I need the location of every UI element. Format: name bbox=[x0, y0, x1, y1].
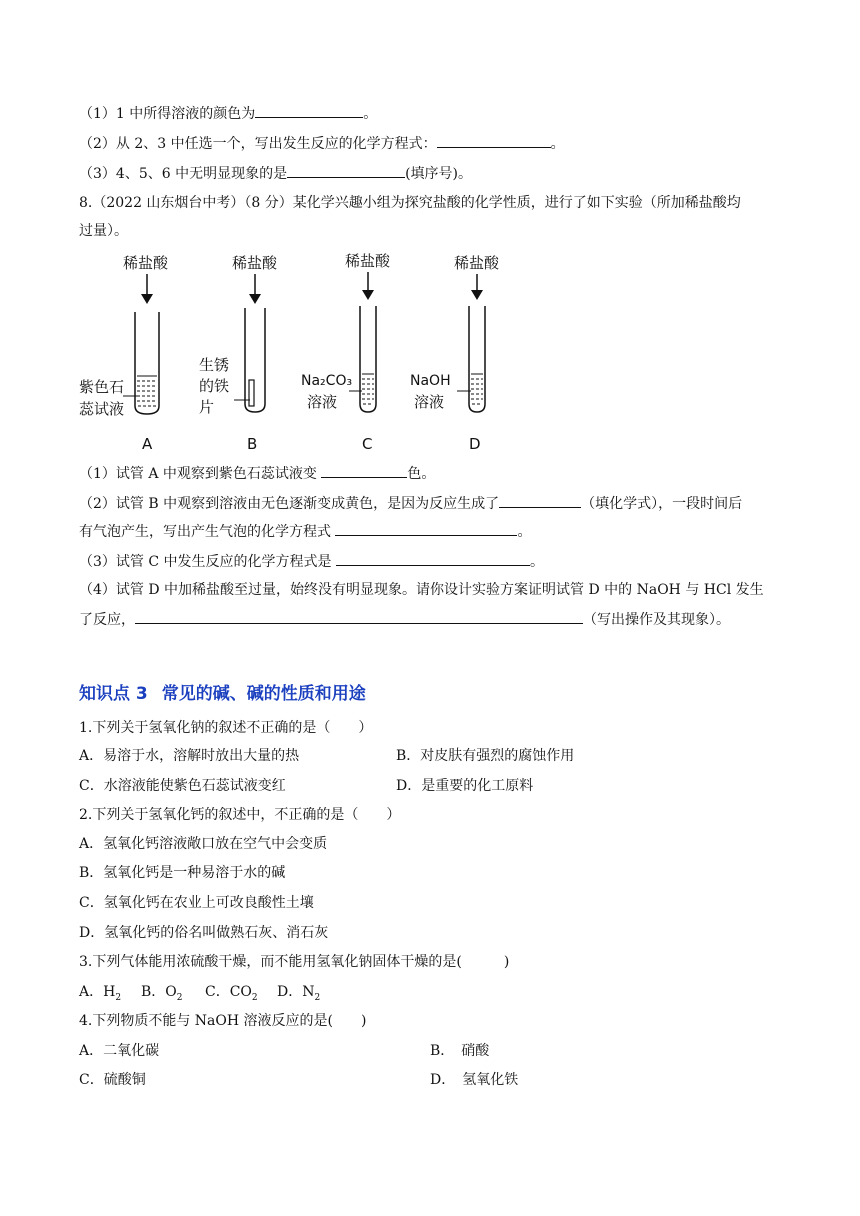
answer-blank[interactable] bbox=[336, 551, 530, 566]
answer-blank[interactable] bbox=[255, 103, 363, 118]
q1-option-a[interactable]: A．易溶于水，溶解时放出大量的热 bbox=[79, 748, 300, 764]
q1-option-b[interactable]: B．对皮肤有强烈的腐蚀作用 bbox=[396, 748, 575, 764]
q8-sub2: （2）试管 B 中观察到溶液由无色逐渐变成黄色，是因为反应生成了 （填化学式），一段时间后 bbox=[79, 493, 742, 514]
q3-option-a[interactable]: A．$H_2$ bbox=[79, 984, 122, 1003]
arrow-head-icon bbox=[249, 294, 261, 304]
q1-option-d[interactable]: D．是重要的化工原料 bbox=[396, 778, 534, 794]
answer-blank[interactable] bbox=[135, 609, 583, 624]
q4-option-a[interactable]: A．二氧化碳 bbox=[79, 1043, 160, 1059]
q7-sub2: （2）从 2、3 中任选一个，写出发生反应的化学方程式： 。 bbox=[79, 133, 565, 154]
liquid-hatch-icon bbox=[137, 376, 157, 406]
arrow-head-icon bbox=[362, 290, 374, 300]
q7-sub3: （3）4、5、6 中无明显现象的是 (填序号)。 bbox=[79, 163, 472, 184]
tube-b-label-1: 生锈 bbox=[199, 356, 230, 374]
liquid-hatch-icon bbox=[471, 374, 483, 404]
q2-option-a[interactable]: A．氢氧化钙溶液敞口放在空气中会变质 bbox=[79, 836, 328, 852]
test-tube-icon bbox=[469, 306, 485, 412]
tube-a-label-2: 蕊试液 bbox=[79, 400, 125, 418]
answer-blank[interactable] bbox=[321, 463, 407, 478]
tube-b-label-2: 的铁 bbox=[199, 377, 230, 395]
answer-blank[interactable] bbox=[335, 521, 517, 536]
tube-c bbox=[301, 252, 391, 453]
tube-a-label-1: 紫色石 bbox=[79, 378, 125, 396]
liquid-hatch-icon bbox=[362, 374, 374, 404]
answer-blank[interactable] bbox=[499, 493, 581, 508]
answer-blank[interactable] bbox=[437, 133, 551, 148]
q3-option-d[interactable]: D．$N_2$ bbox=[277, 984, 321, 1003]
q4-option-d[interactable]: D． 氢氧化铁 bbox=[430, 1072, 519, 1088]
arrow-head-icon bbox=[471, 290, 483, 300]
q8-sub4: （4）试管 D 中加稀盐酸至过量，始终没有明显现象。请你设计实验方案证明试管 D 中的 NaOH 与 HCl 发生 bbox=[79, 582, 764, 598]
experiment-figure bbox=[79, 250, 519, 455]
q8-sub1: （1）试管 A 中观察到紫色石蕊试液变 色。 bbox=[79, 463, 435, 484]
test-tube-icon bbox=[245, 308, 265, 412]
q2-option-d[interactable]: D．氢氧化钙的俗名叫做熟石灰、消石灰 bbox=[79, 925, 329, 941]
tube-a bbox=[79, 254, 169, 453]
q8-sub4-line2: 了反应， （写出操作及其现象）。 bbox=[79, 609, 730, 630]
q3-option-c[interactable]: C．$CO_2$ bbox=[205, 984, 258, 1003]
tube-d-label-2: 溶液 bbox=[414, 393, 445, 411]
tube-c-label-2: 溶液 bbox=[307, 393, 338, 411]
acid-label: 稀盐酸 bbox=[232, 254, 278, 272]
q8-sub2-line2: 有气泡产生，写出产生气泡的化学方程式 。 bbox=[79, 521, 531, 542]
tube-d-label-1: NaOH bbox=[410, 373, 451, 389]
answer-blank[interactable] bbox=[287, 163, 405, 178]
q1-option-c[interactable]: C．水溶液能使紫色石蕊试液变红 bbox=[79, 778, 286, 794]
q4-option-c[interactable]: C．硫酸铜 bbox=[79, 1072, 146, 1088]
question-2-stem: 2.下列关于氢氧化钙的叙述中，不正确的是（ ） bbox=[79, 807, 401, 823]
q2-option-b[interactable]: B．氢氧化钙是一种易溶于水的碱 bbox=[79, 865, 286, 881]
tube-b bbox=[199, 254, 278, 453]
q2-option-c[interactable]: C．氢氧化钙在农业上可改良酸性土壤 bbox=[79, 895, 314, 911]
tube-c-label-1: Na₂CO₃ bbox=[301, 373, 353, 389]
q3-option-b[interactable]: B．$O_2$ bbox=[141, 984, 183, 1003]
tube-c-letter: C bbox=[362, 435, 373, 453]
q7-sub1: （1）1 中所得溶液的颜色为 。 bbox=[79, 103, 377, 124]
tube-d-letter: D bbox=[469, 435, 481, 453]
section-heading: 知识点 3 常见的碱、碱的性质和用途 bbox=[79, 684, 366, 704]
q8-intro-line1: 8.（2022 山东烟台中考）（8 分）某化学兴趣小组为探究盐酸的化学性质，进行了如下实验（所加稀盐酸均 bbox=[79, 195, 741, 211]
question-4-stem: 4.下列物质不能与 NaOH 溶液反应的是( ) bbox=[79, 1013, 367, 1029]
q4-option-b[interactable]: B． 硝酸 bbox=[430, 1043, 490, 1059]
iron-piece-icon bbox=[249, 380, 254, 406]
tube-d bbox=[410, 254, 500, 453]
q8-sub3: （3）试管 C 中发生反应的化学方程式是 。 bbox=[79, 551, 544, 572]
acid-label: 稀盐酸 bbox=[123, 254, 169, 272]
question-1-stem: 1.下列关于氢氧化钠的叙述不正确的是（ ） bbox=[79, 720, 373, 736]
acid-label: 稀盐酸 bbox=[345, 252, 391, 270]
tube-b-letter: B bbox=[247, 435, 258, 453]
test-tube-icon bbox=[135, 312, 159, 414]
question-3-stem: 3.下列气体能用浓硫酸干燥，而不能用氢氧化钠固体干燥的是( ) bbox=[79, 954, 510, 970]
acid-label: 稀盐酸 bbox=[454, 254, 500, 272]
arrow-head-icon bbox=[141, 294, 153, 304]
q8-intro-line2: 过量）。 bbox=[79, 223, 128, 239]
tube-a-letter: A bbox=[142, 435, 153, 453]
test-tube-icon bbox=[360, 306, 376, 412]
tube-b-label-3: 片 bbox=[199, 398, 215, 416]
